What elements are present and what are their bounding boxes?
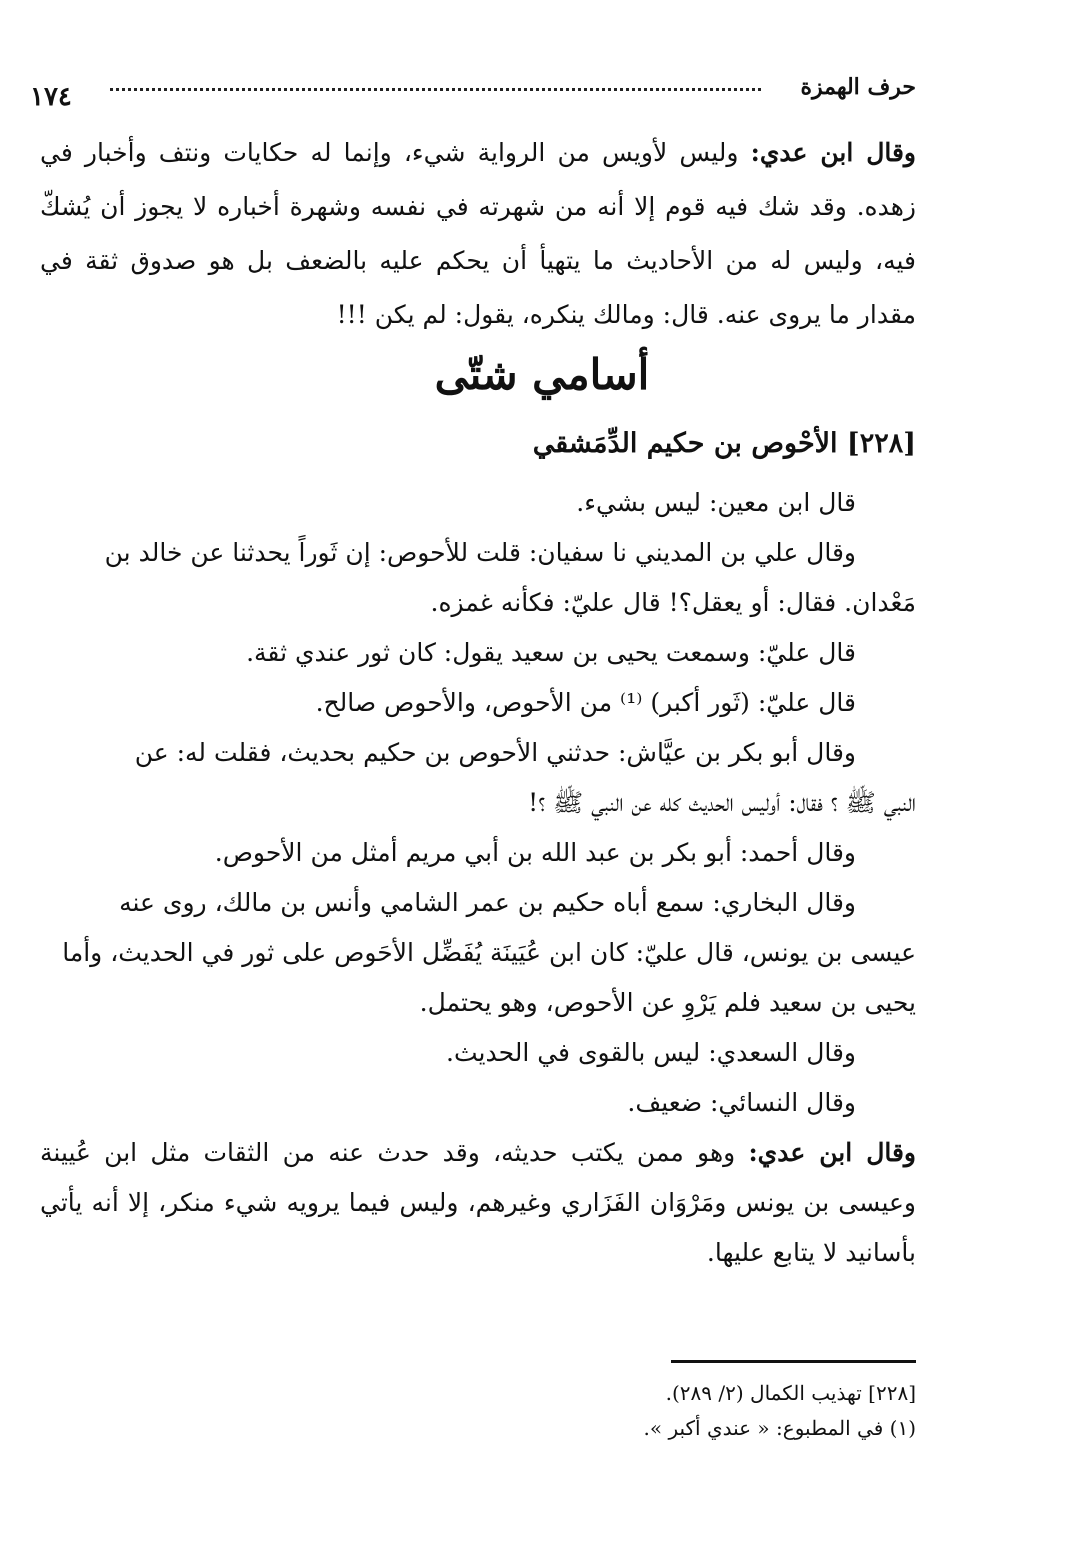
- running-header: [30, 68, 916, 112]
- header-dotted-rule: [110, 88, 761, 91]
- entry-line: وقال علي بن المديني نا سفيان: قلت للأحوص: إن ثَوراً يحدثنا عن خالد بن: [104, 538, 856, 567]
- paragraph-lead: وقال ابن عدي:: [750, 138, 916, 167]
- entry-line: يحيى بن سعيد فلم يَرْوِ عن الأحوص، وهو يحتمل.: [419, 988, 916, 1017]
- entry-line: عيسى بن يونس، قال عليّ: كان ابن عُيَينَة يُفَضِّل الأحَوص على ثور في الحديث، وأما: [62, 938, 916, 967]
- entry-line: وقال السعدي: ليس بالقوى في الحديث.: [446, 1038, 856, 1067]
- page-number: ١٧٤: [30, 82, 72, 112]
- footnote: [٢٢٨] تهذيب الكمال (٢/ ٢٨٩).: [665, 1381, 916, 1405]
- entry-line: وقال النسائي: ضعيف.: [627, 1088, 856, 1117]
- chapter-title: حرف الهمزة: [800, 74, 916, 100]
- section-heading: أسامي شتّى: [434, 350, 650, 399]
- entry-title: [٢٢٨] الأحْوص بن حكيم الدِّمَشقي: [532, 428, 916, 459]
- entry-line: قال عليّ: وسمعت يحيى بن سعيد يقول: كان ثور عندي ثقة.: [246, 638, 856, 667]
- paragraph-text: وهو ممن يكتب حديثه، وقد حدث عنه من الثقات مثل ابن عُيينة وعيسى بن يونس ومَرْوَان الفَزَاري وغيرهم، وليس فيما يرويه شيء منكر، إلا أنه يأتي بأسانيد لا يتابع عليها.: [40, 1138, 916, 1267]
- paragraph-lead: وقال ابن عدي:: [748, 1138, 917, 1167]
- paragraph-text: وليس لأويس من الرواية شيء، وإنما له حكايات ونتف وأخبار في زهده. وقد شك فيه قوم إلا أنه من شهرته في نفسه وشهرة أخباره لا يجوز أن يُشكّ فيه، وليس له من الأحاديث ما يتهيأ أن يحكم عليه بالضعف بل هو صدوق ثقة في مقدار ما يروى عنه. قال: ومالك ينكره، يقول: لم يكن !!!: [40, 138, 916, 329]
- entry-line: مَعْدان. فقال: أو يعقل؟! قال عليّ: فكأنه غمزه.: [430, 588, 916, 617]
- intro-paragraph: [40, 126, 916, 342]
- closing-paragraph: [40, 1128, 916, 1278]
- entry-line: وقال البخاري: سمع أباه حكيم بن عمر الشامي وأنس بن مالك، روى عنه: [119, 888, 856, 917]
- footnote: (١) في المطبوع: « عندي أكبر ».: [643, 1416, 916, 1440]
- entry-line: وقال أحمد: أبو بكر بن عبد الله بن أبي مريم أمثل من الأحوص.: [214, 838, 856, 867]
- entry-line: وقال أبو بكر بن عيَّاش: حدثني الأحوص بن حكيم بحديث، فقلت له: عن: [134, 738, 856, 767]
- entry-line: قال عليّ: (ثَور أكبر) ⁽¹⁾ من الأحوص، والأحوص صالح.: [315, 688, 856, 717]
- footnote-separator: [671, 1360, 916, 1363]
- entry-line: قال ابن معين: ليس بشيء.: [576, 488, 856, 517]
- entry-line: النبي ﷺ ؟ فقال: أوليس الحديث كله عن النبي ﷺ ؟!: [528, 788, 916, 817]
